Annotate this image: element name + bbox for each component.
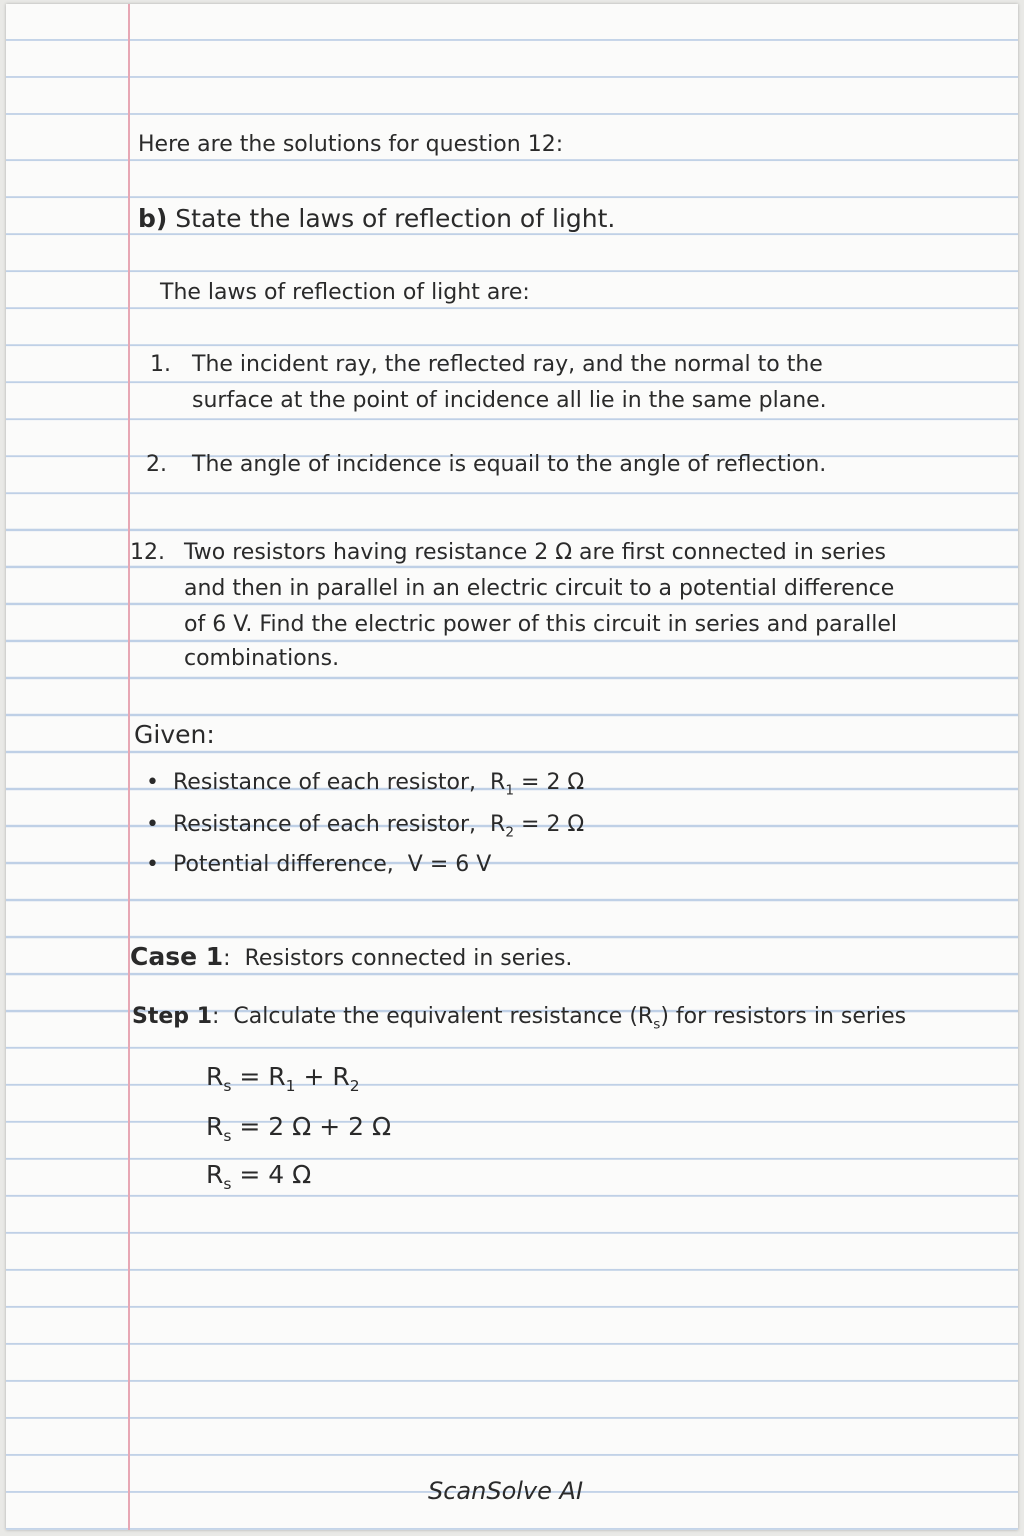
given-item-1-sub: 1 [505,782,515,799]
q12-line-2: and then in parallel in an electric circuit to a potential difference [184,576,895,601]
given-item-1 [146,770,585,799]
part-b-label: b) [138,204,168,233]
given-item-1-value: = 2 Ω [521,770,585,795]
step-1-text-after: ) for resistors in series [660,1004,907,1029]
given-item-3 [146,852,491,878]
q12-line-3: of 6 V. Find the electric power of this circuit in series and parallel [184,612,897,637]
q12-line-4: combinations. [184,646,340,671]
laws-lead: The laws of reflection of light are: [160,280,530,305]
given-item-1-symbol: R [490,770,506,795]
eq3-rhs: = 4 Ω [231,1160,312,1189]
given-title: Given: [134,720,215,749]
step-1-label: Step 1 [132,1004,212,1029]
given-item-2-value: = 2 Ω [521,812,585,837]
case-1-heading [130,944,572,972]
eq1-lhs-sub: s [223,1077,232,1095]
law-2-line-1: The angle of incidence is equail to the angle of reflection. [192,452,827,477]
step-1-heading [132,1004,907,1033]
part-b-question: State the laws of reflection of light. [175,204,616,233]
law-1-number: 1. [150,352,171,377]
given-item-3-text: Potential difference, [172,852,394,877]
bullet-icon: • [146,812,159,837]
law-2-number: 2. [146,452,167,477]
given-item-3-symbol: V [407,852,423,877]
equation-line-3 [206,1160,312,1193]
law-1-line-2: surface at the point of incidence all lie in the same plane. [192,388,827,413]
equation-line-1 [206,1062,360,1095]
eq1-plus: + [295,1062,333,1091]
eq1-a: R [268,1062,286,1091]
bullet-icon: • [146,770,159,795]
footer-brand: ScanSolve AI [428,1477,584,1505]
given-item-1-text: Resistance of each resistor, [172,770,477,795]
given-item-2 [146,812,585,841]
bullet-icon: • [146,852,159,877]
eq1-a-sub: 1 [285,1077,296,1095]
eq1-lhs: R [206,1062,224,1091]
eq2-lhs-sub: s [223,1127,232,1145]
eq1-b-sub: 2 [349,1077,360,1095]
q12-line-1: Two resistors having resistance 2 Ω are first connected in series [184,540,886,565]
given-item-3-value: = 6 V [429,852,492,877]
step-1-text-before: Calculate the equivalent resistance (R [233,1004,654,1029]
intro-text: Here are the solutions for question 12: [138,132,564,157]
step-1-colon: : [212,1004,220,1029]
given-item-2-text: Resistance of each resistor, [172,812,477,837]
case-1-colon: : [223,946,231,971]
eq3-lhs-sub: s [223,1175,232,1193]
eq2-rhs: = 2 Ω + 2 Ω [231,1112,392,1141]
eq1-b: R [332,1062,350,1091]
law-1-line-1: The incident ray, the reflected ray, and the normal to the [192,352,823,377]
equation-line-2 [206,1112,392,1145]
eq2-lhs: R [206,1112,224,1141]
given-item-2-symbol: R [490,812,506,837]
margin-line [128,4,130,1530]
eq1-equals: = [231,1062,269,1091]
case-1-text: Resistors connected in series. [244,946,573,971]
q12-number: 12. [130,540,165,565]
part-b-heading [138,206,615,232]
eq3-lhs: R [206,1160,224,1189]
notebook-page [6,4,1018,1530]
case-1-label: Case 1 [130,942,224,971]
step-1-sub: s [653,1016,661,1033]
given-item-2-sub: 2 [505,824,515,841]
